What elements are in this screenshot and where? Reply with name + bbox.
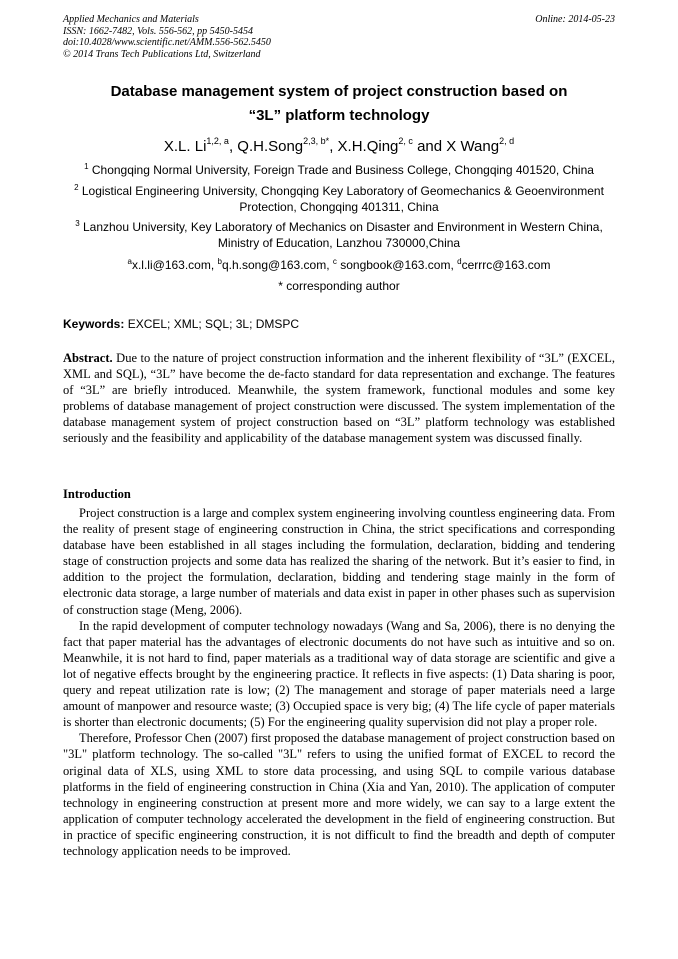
author-name: X.H.Qing: [337, 138, 399, 155]
author: [164, 138, 229, 155]
introduction-body: [63, 505, 615, 859]
email-separator: ,: [210, 258, 218, 272]
author: [338, 138, 413, 155]
affiliation-1: [63, 162, 615, 178]
corresponding-author-note: * corresponding author: [278, 279, 400, 293]
affiliation-2: [63, 183, 615, 215]
author-separator: ,: [329, 138, 338, 155]
email-address: songbook@163.com: [336, 258, 451, 272]
email-address: cerrrc@163.com: [461, 258, 551, 272]
email-marker: a: [127, 257, 132, 266]
affiliation-3: [63, 219, 615, 251]
keywords-label: Keywords:: [63, 317, 125, 331]
email-marker: d: [457, 257, 462, 266]
affiliation-number: 3: [75, 219, 80, 228]
section-heading-introduction: Introduction: [63, 487, 131, 501]
doi-line: doi:10.4028/www.scientific.net/AMM.556-562.5450: [63, 37, 271, 48]
issn-line: ISSN: 1662-7482, Vols. 556-562, pp 5450-5454: [63, 25, 253, 37]
email-list: [63, 257, 615, 273]
author-affil-marker: 2, d: [499, 136, 515, 146]
author-separator: ,: [228, 138, 238, 155]
email-address: x.l.li@163.com: [131, 258, 211, 272]
email-marker: b: [217, 257, 222, 266]
author-name: X.L. Li: [163, 138, 207, 155]
title-line-2: “3L” platform technology: [248, 107, 430, 124]
keywords: [63, 317, 615, 332]
paragraph: Project construction is a large and complex system engineering involving countless engineering data. From the reality of present stage of engineering construction in China, the strict specifications and corresponding database have been established in all stages including the formulation, declaration, bidding and tendering stage of construction projects and some data has realized the sharing of the network. But it’s easier to find, in addition to the project the formulation, declaration, bidding and tendering stage mainly in the form of electronic data storage, a large number of materials and data exist in paper in other phases such as supervision of construction stage (Meng, 2006).: [63, 506, 615, 617]
author-affil-marker: 1,2, a: [206, 136, 229, 146]
affiliation-text: Chongqing Normal University, Foreign Trade and Business College, Chongqing 401520, China: [91, 163, 594, 177]
author-list: [63, 137, 615, 157]
author-affil-marker: 2,3, b*: [303, 136, 330, 146]
author-separator: and: [412, 138, 447, 155]
email-address: q.h.song@163.com: [221, 258, 327, 272]
author-name: X Wang: [446, 138, 500, 155]
running-header: [63, 14, 615, 60]
paragraph: In the rapid development of computer technology nowadays (Wang and Sa, 2006), there is no denying the fact that paper material has the advantages of electronic documents do not have such as intuitive and so on. Meanwhile, it is not hard to find, paper materials as a traditional way of data storage are scientific and give a lot of negative effects brought by the engineering practice. It reflects in five aspects: (1) Data sharing is poor, query and repeat utilization rate is low; (2) The management and storage of paper materials need a large amount of manpower and resource waste; (3) Occupied space is very big; (4) The life cycle of paper materials is shorter than electronic documents; (5) For the engineering quality supervision did not play a proper role.: [63, 618, 615, 730]
abstract-label: Abstract.: [63, 351, 113, 365]
paper-title: [63, 80, 615, 128]
affiliation-text: Logistical Engineering University, Chongqing Key Laboratory of Geomechanics & Geoenvironment Protection, Chongqing 401311, China: [81, 184, 604, 214]
author: [237, 138, 329, 155]
online-date: Online: 2014-05-23: [535, 14, 615, 25]
author-name: Q.H.Song: [237, 138, 304, 155]
keywords-text: EXCEL; XML; SQL; 3L; DMSPC: [124, 317, 300, 331]
journal-name: Applied Mechanics and Materials: [63, 14, 199, 25]
paragraph: Therefore, Professor Chen (2007) first proposed the database management of project construction based on "3L" platform technology. The so-called "3L" refers to using the unified format of EXCEL to record the original data of XLS, using XML to store data processing, and using SQL to compile various database platforms in the field of engineering construction in China (Xia and Yan, 2010). The application of computer technology in engineering construction at present more and more widely, we can say to a large extent the application of computer technology accelerated the development in the field of engineering construction. But in practice of specific engineering construction, it is not difficult to find the breadth and depth of computer technology application needs to be improved.: [63, 731, 615, 858]
email-marker: c: [332, 257, 337, 266]
affiliation-number: 2: [74, 183, 79, 192]
affiliation-text: Lanzhou University, Key Laboratory of Mechanics on Disaster and Environment in Western China, Ministry of Education, Lanzhou 730000,China: [82, 220, 603, 250]
title-line-1: Database management system of project construction based on: [110, 83, 568, 100]
author-affil-marker: 2, c: [398, 136, 413, 146]
abstract-text: Due to the nature of project construction information and the inherent flexibility of “3L” (EXCEL, XML and SQL), “3L” have become the de-facto standard for data representation and exchange. The features of “3L” are briefly introduced. Meanwhile, the system framework, functional modules and some key problems of database management of project construction were discussed. The system implementation of the database management system of project construction based on “3L” platform technology was established seriously and the feasibility and applicability of the database management system was discussed finally.: [63, 351, 615, 446]
affiliation-number: 1: [84, 162, 89, 171]
email-separator: ,: [450, 258, 458, 272]
copyright-line: © 2014 Trans Tech Publications Ltd, Switzerland: [63, 48, 261, 60]
author: [446, 138, 514, 155]
abstract: [63, 350, 615, 447]
email-separator: ,: [326, 258, 333, 272]
